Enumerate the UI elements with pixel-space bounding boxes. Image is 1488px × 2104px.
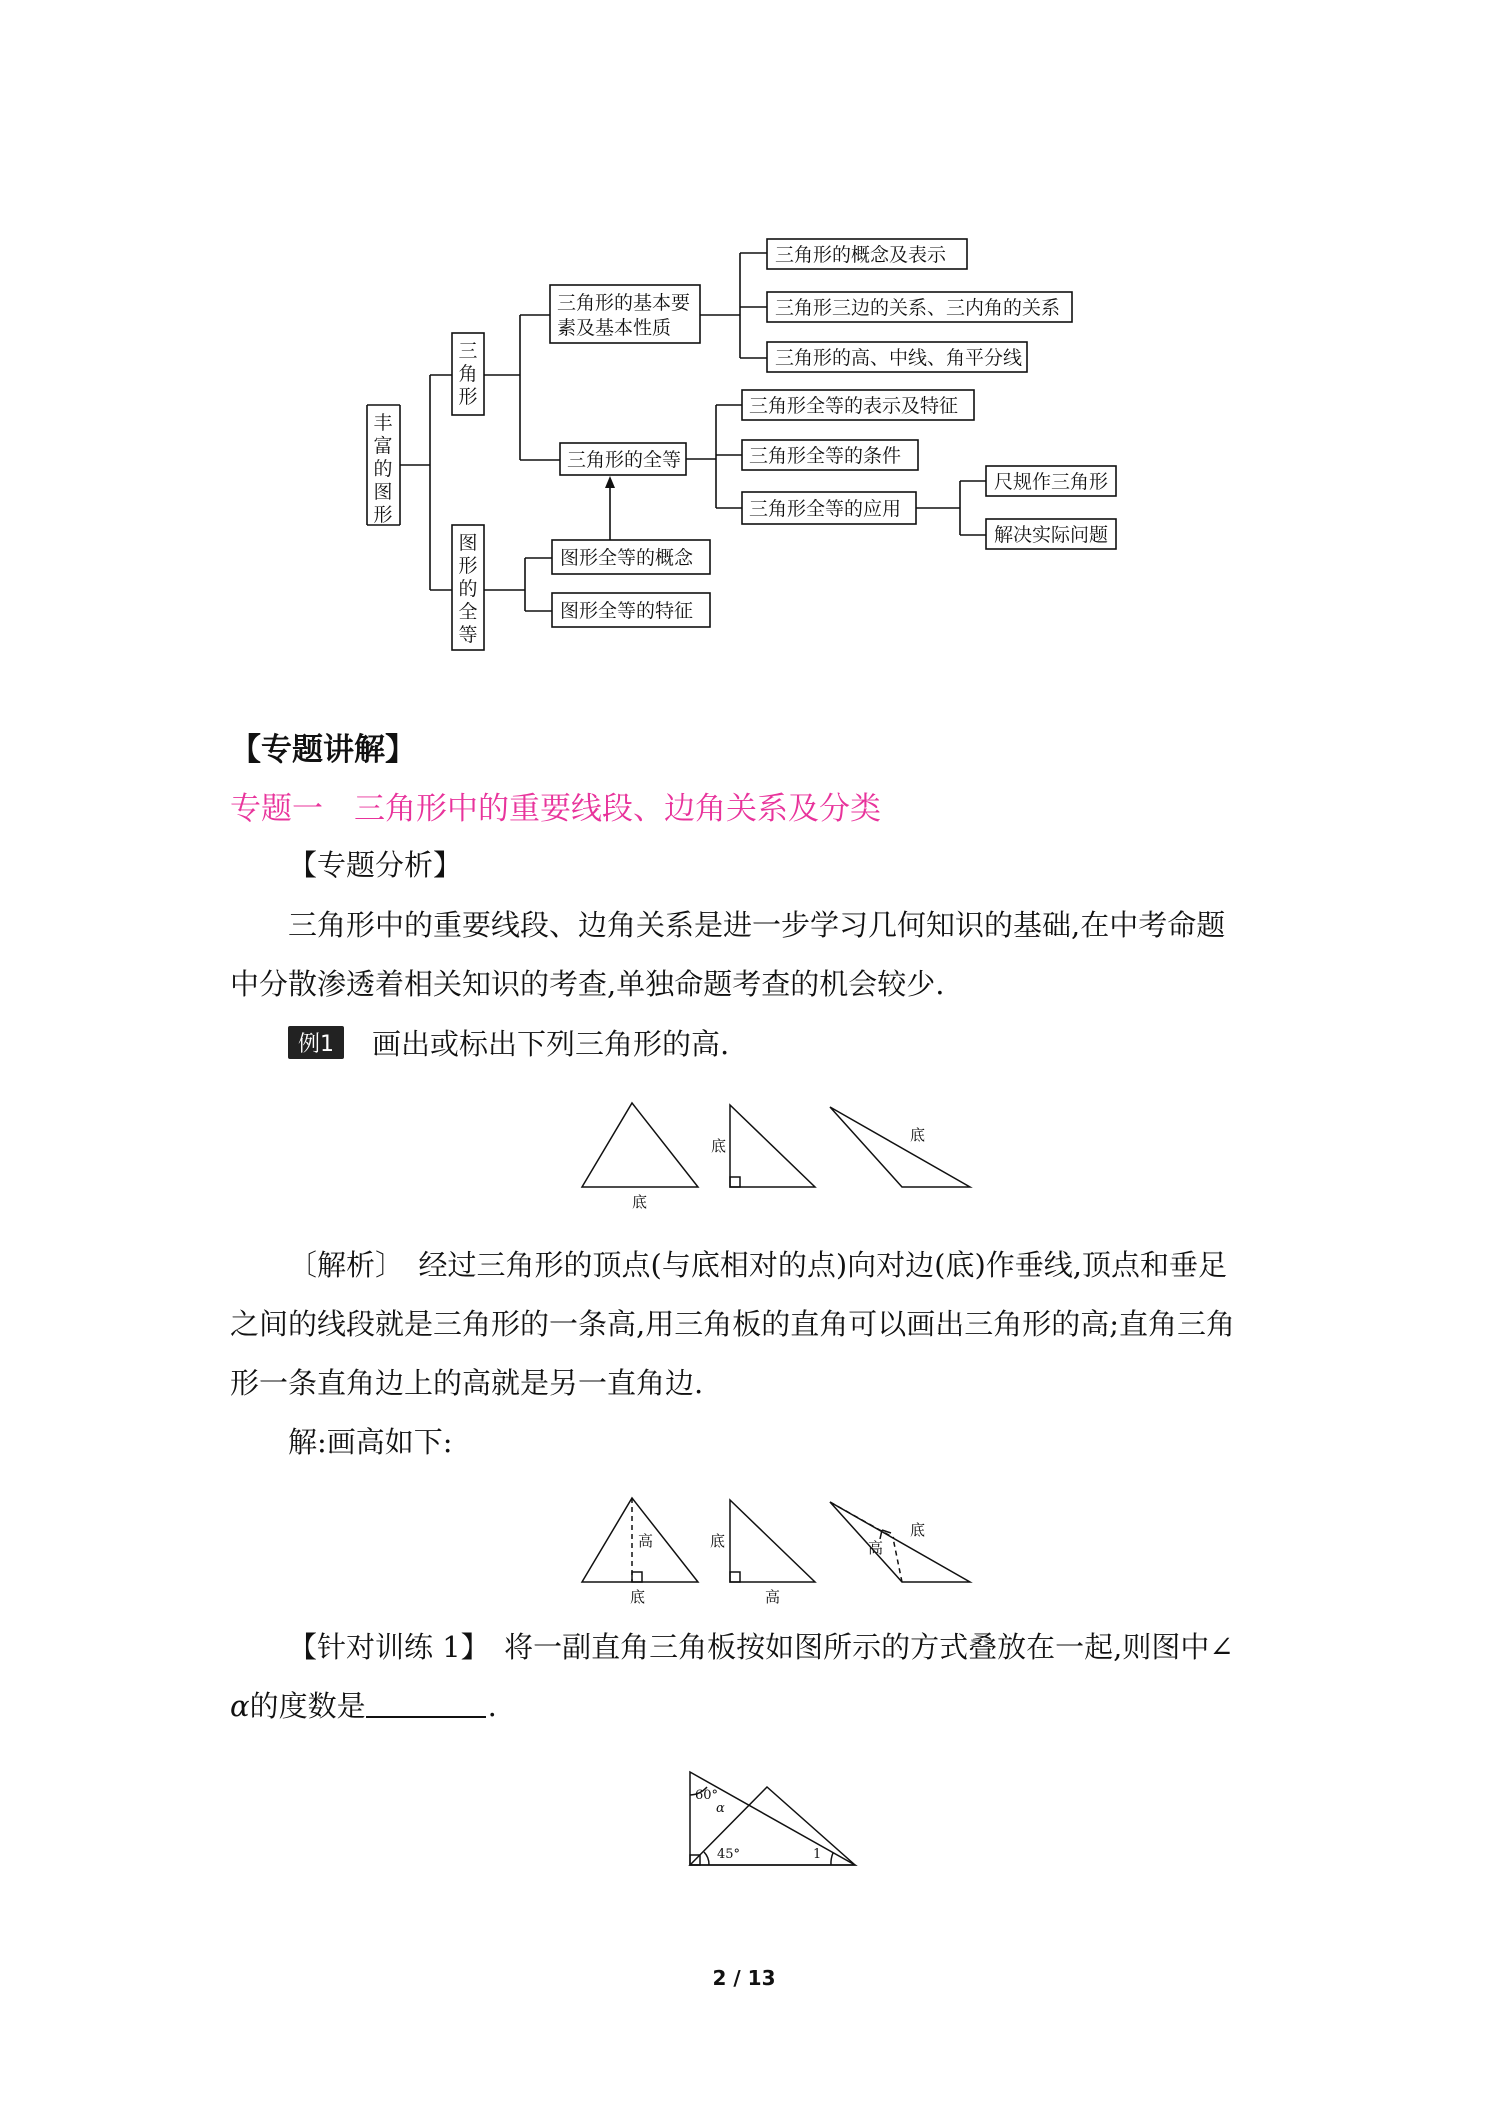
root-char-2: 富 [373,435,393,457]
sol-fig1-base-label: 底 [630,1588,646,1606]
explanation-line2: 之间的线段就是三角形的一条高,用三角板的直角可以画出三角形的高;直角三角 [230,1307,1235,1341]
angle-45-label: 45° [717,1847,741,1862]
root-char-4: 图 [373,481,393,503]
branch1-char-3: 形 [458,386,478,408]
practice-line2-text: 的度数是 [249,1689,366,1723]
basic-box-line2: 素及基本性质 [557,317,672,339]
practice-period: . [487,1689,497,1723]
fig1-base-label-3: 底 [910,1126,926,1144]
page-number: 2 / 13 [712,1966,776,1990]
congruent-item-2: 三角形全等的条件 [749,445,902,467]
analysis-text-line2: 中分散渗透着相关知识的考查,单独命题考查的机会较少. [230,967,945,1001]
congruent-box: 三角形的全等 [567,449,682,471]
fig1-base-label-1: 底 [632,1193,648,1210]
congruent-item-1: 三角形全等的表示及特征 [749,395,959,417]
branch1-char-1: 三 [458,340,478,362]
branch2-char-5: 等 [458,624,478,646]
branch2-char-3: 的 [458,578,478,600]
sol-fig2-base-label: 底 [710,1532,726,1550]
solution-triangles-figure [580,1490,980,1610]
sol-fig1-height-label: 高 [638,1532,654,1550]
answer-blank[interactable] [366,1715,486,1718]
practice-alpha: α [230,1689,250,1723]
branch2-char-2: 形 [458,555,478,577]
application-item-1: 尺规作三角形 [994,471,1109,493]
angle-alpha-label: α [716,1801,725,1816]
fig1-base-label-2: 底 [711,1137,727,1155]
angle-60-label: 60° [695,1788,719,1803]
angle-1-label: 1 [813,1847,822,1862]
basic-item-3: 三角形的高、中线、角平分线 [775,347,1023,369]
root-char-3: 的 [373,458,393,480]
example-badge: 例1 [288,1026,344,1059]
congruent-item-3: 三角形全等的应用 [749,498,902,520]
basic-item-1: 三角形的概念及表示 [775,244,947,266]
example-line [288,1022,729,1063]
application-item-2: 解决实际问题 [994,524,1109,546]
figure-item-2: 图形全等的特征 [560,600,694,622]
practice-line2 [230,1684,497,1725]
set-square-figure [685,1765,865,1875]
root-char-5: 形 [373,504,393,526]
explanation-line3: 形一条直角边上的高就是另一直角边. [230,1366,704,1400]
analysis-heading: 【专题分析】 [288,848,463,882]
figure-item-1: 图形全等的概念 [560,547,694,569]
example-text: 画出或标出下列三角形的高. [372,1027,730,1061]
root-char-1: 丰 [373,412,393,434]
concept-map [360,235,1160,660]
branch2-char-1: 图 [458,532,478,554]
sol-fig2-height-label: 高 [765,1588,781,1606]
analysis-text-line1: 三角形中的重要线段、边角关系是进一步学习几何知识的基础,在中考命题 [288,908,1226,942]
example-triangles-figure [580,1095,980,1210]
section-heading: 【专题讲解】 [230,732,416,768]
sol-fig3-height-label: 高 [868,1539,884,1557]
branch1-char-2: 角 [458,363,478,385]
topic-title: 专题一 三角形中的重要线段、边角关系及分类 [230,791,881,827]
solution-text: 解:画高如下: [288,1425,453,1459]
branch2-char-4: 全 [458,601,478,623]
basic-box-line1: 三角形的基本要 [557,292,691,314]
sol-fig3-base-label: 底 [910,1521,926,1539]
explanation-line1: 〔解析〕 经过三角形的顶点(与底相对的点)向对边(底)作垂线,顶点和垂足 [288,1248,1227,1282]
practice-line1: 【针对训练 1】 将一副直角三角板按如图所示的方式叠放在一起,则图中∠ [288,1630,1234,1664]
basic-item-2: 三角形三边的关系、三内角的关系 [775,297,1061,319]
